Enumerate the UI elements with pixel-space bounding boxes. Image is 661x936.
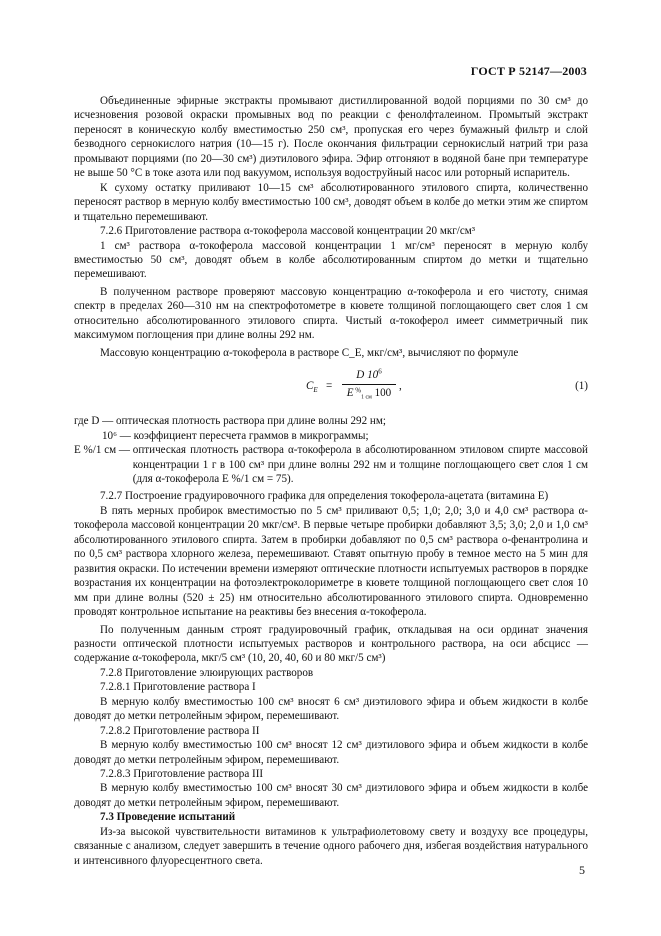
formula-legend xyxy=(74,414,588,486)
subsection-heading: 7.2.6 Приготовление раствора α-токоферола массовой концентрации 20 мкг/см³ xyxy=(100,225,476,238)
formula-denominator: E %$_{1 см}$ 100 xyxy=(346,386,392,400)
formula-lhs: $C_E$ xyxy=(306,380,318,395)
section-heading: 7.3 Проведение испытаний xyxy=(100,811,236,824)
paragraph: К сухому остатку приливают 10—15 см³ абсолютированного этилового спирта, количественно переносят раствор в мерную колбу вместимостью 100 см³, доводят объем в колбе до метки этим же спиртом и тщательно перемешивают. xyxy=(74,181,588,223)
paragraph: Массовую концентрацию α-токоферола в растворе C_E, мкг/см³, вычисляют по формуле xyxy=(100,346,519,359)
subsection-heading: 7.2.8.2 Приготовление раствора II xyxy=(100,724,260,737)
subsection-heading: 7.2.8 Приготовление элюирующих растворов xyxy=(100,666,314,679)
formula-comma: , xyxy=(399,380,402,393)
paragraph: В мерную колбу вместимостью 100 см³ вносят 12 см³ диэтилового эфира и объем жидкости в колбе доводят до метки петролейным эфиром, перемешивают. xyxy=(74,739,588,766)
formula-equals: = xyxy=(326,380,333,393)
paragraph: В полученном растворе проверяют массовую концентрацию α-токоферола и его чистоту, снимая спектр в пределах 260—310 нм на спектрофотометре в кювете толщиной поглощающего свет слоя 1 см относительно абсолютированного этилового спирта. Чистый α-токоферол имеет симметричный пик максимумом поглощения при длине волны 292 нм. xyxy=(74,285,588,342)
formula-fraction xyxy=(342,368,396,404)
paragraph: 1 см³ раствора α-токоферола массовой концентрации 1 мг/см³ переносят в мерную колбу вместимостью 50 см³, доводят объем в колбе абсолютированным спиртом до метки и тщательно перемешивают. xyxy=(74,239,588,281)
document-body xyxy=(74,94,588,868)
formula-numerator: D $10^6$ xyxy=(342,368,396,384)
legend-row-e: E %/1 см — оптическая плотность раствора α-токоферола в абсолютированном этиловом спирте массовой концентрации 1 г в 100 см³ при длине волны 292 нм и толщине поглощающего свет слоя 1 см (для α-токоферола E %/1 см = 75). xyxy=(74,444,588,485)
paragraph: В пять мерных пробирок вместимостью по 5 см³ приливают 0,5; 1,0; 2,0; 3,0 и 4,0 см³ раствора α-токоферола массовой концентрации 20 мкг/см³. В первые четыре пробирки добавляют 3,5; 3,0; 2,0 и 1,0 см³ абсолютированного этилового спирта. Затем в пробирки добавляют по 0,5 см³ раствора о-фенантролина и по 0,5 см³ раствора хлорного железа, перемешивают. Ставят опытную пробу в темное место на 5 мин для развития окраски. По истечении времени измеряют оптические плотности испытуемых растворов в порядке возрастания их концентрации на фотоэлектроколориметре в кювете толщиной поглощающего свет слоя 10 мм при длине волны (520 ± 25) нм относительно абсолютированного этилового спирта. Одновременно проводят контрольное испытание на реактивы без внесения α-токоферола. xyxy=(74,504,588,619)
standard-header: ГОСТ Р 52147—2003 xyxy=(470,64,587,78)
paragraph: Объединенные эфирные экстракты промывают дистиллированной водой порциями по 30 см³ до исчезновения розовой окраски промывных вод по реакции с фенолфталеином. Промытый экстракт переносят в коническую колбу вместимостью 250 см³, пропуская его через бумажный фильтр и слой безводного сернокислого натрия (10—15 г). После окончания фильтрации сернокислый натрий три раза промывают порциями (по 20—30 см³) диэтилового эфира. Эфир отгоняют в водяной бане при температуре не выше 50 °С в токе азота или под вакуумом, используя водоструйный насос или роторный испаритель. xyxy=(74,95,588,180)
paragraph: В мерную колбу вместимостью 100 см³ вносят 6 см³ диэтилового эфира и объем жидкости в колбе доводят до метки петролейным эфиром, перемешивают. xyxy=(74,695,588,723)
subsection-heading: 7.2.7 Построение градуировочного графика для определения токоферола-ацетата (витамина Е) xyxy=(100,490,549,503)
page-number: 5 xyxy=(579,863,585,877)
subsection-heading: 7.2.8.3 Приготовление раствора III xyxy=(100,768,264,781)
paragraph: В мерную колбу вместимостью 100 см³ вносят 30 см³ диэтилового эфира и объем жидкости в колбе доводят до метки петролейным эфиром, перемешивают. xyxy=(74,782,588,809)
subsection-heading: 7.2.8.1 Приготовление раствора I xyxy=(100,681,256,694)
legend-row-d: где D — оптическая плотность раствора при длине волны 292 нм; xyxy=(74,415,386,428)
paragraph: По полученным данным строят градуировочный график, откладывая на оси ординат значения разности оптической плотности испытуемых растворов и контрольного раствора, на оси абсцисс — содержание α-токоферола, мкг/5 см³ (10, 20, 40, 60 и 80 мкг/5 см³) xyxy=(74,623,588,665)
legend-row-k: 10⁶ — коэффициент пересчета граммов в микрограммы; xyxy=(102,429,369,442)
paragraph: Из-за высокой чувствительности витаминов к ультрафиолетовому свету и воздуху все процедуры, связанные с анализом, следует завершить в течение одного рабочего дня, избегая воздействия натурального и интенсивного флуоресцентного света. xyxy=(74,825,588,867)
formula-1 xyxy=(74,366,588,410)
formula-number: (1) xyxy=(575,380,588,393)
